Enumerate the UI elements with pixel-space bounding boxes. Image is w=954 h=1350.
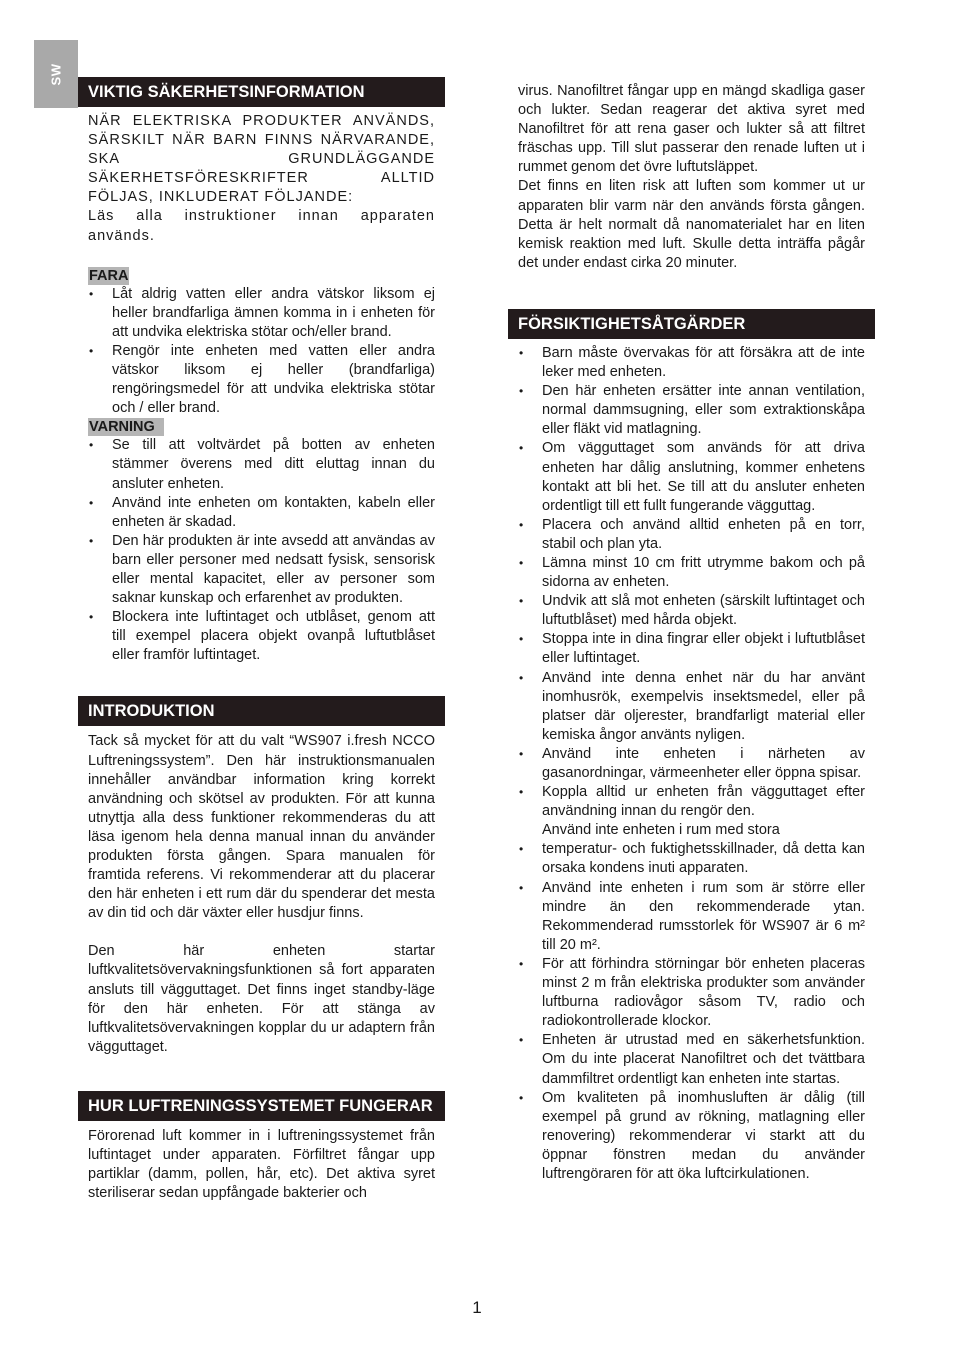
right-column [508,82,875,1184]
list-item: • Placera och använd alltid enheten på en torr, stabil och plan yta. [519,516,865,552]
bullet-icon: • [519,384,524,399]
bullet-icon: • [89,495,94,510]
bullet-icon: • [519,842,524,857]
bullet-icon: • [519,1033,524,1048]
bullet-icon: • [519,517,524,532]
bullet-icon: • [519,670,524,685]
bullet-icon: • [519,956,524,971]
how-it-works-heading: HUR LUFTRENINGSSYSTEMET FUNGERAR [78,1091,445,1121]
bullet-icon: • [89,610,94,625]
list-item: • För att förhindra störningar bör enheten placeras minst 2 m från elektriska produkter som använder luftburna radiovågor såsom TV, radio och radiokontrollerade klockor. [519,955,865,1030]
bullet-icon: • [519,1090,524,1105]
intro-heading: INTRODUKTION [78,696,445,726]
how-it-works-continued: virus. Nanofiltret fångar upp en mängd skadliga gaser och lukter. Sedan reagerar det aktiva syret med Nanofiltret för att rena gaser och lukter så att filtret fräschas upp. Till slut passerar den renade luften ut i rummet genom det övre luftutsläppet. [518,83,865,176]
how-it-works-note: Det finns en liten risk att luften som kommer ut ur apparaten blir varm när den används första gången. Detta är helt normalt då nanomaterialet har en liten kemisk reaktion med luft. Skulle detta inträffa pågår det under endast cirka 20 minuter. [518,178,865,271]
list-item-continuation: Använd inte enheten i rum med stora [542,822,780,839]
intro-paragraph-2: Den här enheten startar luftkvalitetsövervakningsfunktionen så fort apparaten ansluts till vägguttaget. Det finns inget standby-läge för den här enheten. För att stänga av luftkvalitetsövervakningen kopplar du ur adaptern från vägguttaget. [88,943,435,1055]
list-item: • Koppla alltid ur enheten från vägguttaget efter användning innan du rengör den. [519,784,865,820]
list-item: • Om vägguttaget som används för att driva enheten har dålig anslutning, kommer enhetens kontakt att bli het. Se till att du ansluter enheten ordentligt till ett fullt fungerande vägguttag. [519,440,865,514]
bullet-icon: • [519,441,524,456]
bullet-icon: • [519,785,524,800]
list-item: • Enheten är utrustad med en säkerhetsfunktion. Om du inte placerat Nanofiltret och det tvättbara dammfiltret ordentligt kan enheten inte startas. [519,1032,865,1087]
list-item: • temperatur- och fuktighetsskillnader, då detta kan orsaka kondens inuti apparaten. [519,841,865,877]
bullet-icon: • [519,594,524,609]
bullet-icon: • [89,343,94,358]
list-item: • Lämna minst 10 cm fritt utrymme bakom och på sidorna av enheten. [519,554,865,591]
warning-label: VARNING [88,418,164,436]
bullet-icon: • [89,438,94,453]
intro-paragraph-1: Tack så mycket för att du valt “WS907 i.fresh NCCO Luftreningssystem”. Den här instruktionsmanualen innehåller användbar information kring korrekt användning och skötsel av produkten. För att kunna utnyttja alla dess funktioner rekommenderas du att läsa igenom hela denna manual innan du använder produkten första gången. Spara manualen för framtida referens. Vi rekommenderar att du placerar den här enheten i ett rum där du spenderar det mesta av din tid och där växter eller husdjur finns. [88,733,435,922]
danger-list [78,285,445,419]
list-item: • Barn måste övervakas för att försäkra att de inte leker med enheten. [519,344,865,381]
language-tab [34,40,78,108]
left-column [78,77,445,1203]
danger-label: FARA [89,267,129,284]
list-item: • Se till att voltvärdet på botten av enheten stämmer överens med ditt eluttag innan du ansluter enheten. [89,437,435,492]
safety-heading: VIKTIG SÄKERHETSINFORMATION [78,77,445,107]
precautions-heading: FÖRSIKTIGHETSÅTGÄRDER [508,309,875,339]
list-item: • Den här enheten ersätter inte annan ventilation, normal dammsugning, eller som extraktionskåpa eller fläkt vid matlagning. [519,383,865,438]
list-item: • Blockera inte luftintaget och utblåset, genom att till exempel placera objekt ovanpå luftutblåset eller framför luftintaget. [89,609,435,664]
list-item: • Om kvaliteten på inomhusluften är dålig (till exempel på grund av rökning, matlagning eller renovering) rekommenderar vi starkt att du öppnar fönstren medan du använder luftrengöraren för att öka luftcirkulationen. [519,1089,865,1182]
page-number: 1 [472,1298,482,1317]
safety-intro-read: Läs alla instruktioner innan apparaten används. [88,208,435,244]
list-item: • Stoppa inte in dina fingrar eller objekt i luftutblåset eller luftintaget. [519,631,865,667]
list-item: • Låt aldrig vatten eller andra vätskor liksom ej heller brandfarliga ämnen komma in i enheten för att undvika elektriska stötar och/eller brand. [89,285,435,340]
precautions-list [508,344,875,1184]
bullet-icon: • [519,555,524,570]
safety-intro-caps: NÄR ELEKTRISKA PRODUKTER ANVÄNDS, SÄRSKILT NÄR BARN FINNS NÄRVARANDE, SKA GRUNDLÄGGANDE SÄKERHETSFÖRESKRIFTER ALLTID FÖLJAS, INKLUDERAT FÖLJANDE: [88,113,435,206]
list-item: • Använd inte enheten i rum som är större eller mindre än den rekommenderade ytan. Rekommenderad rumsstorlek för WS907 är 6 m² till 20 m². [519,879,865,953]
bullet-icon: • [89,533,94,548]
list-item: • Använd inte enheten om kontakten, kabeln eller enheten är skadad. [89,494,435,530]
bullet-icon: • [519,345,524,360]
list-item: • Undvik att slå mot enheten (särskilt luftintaget och luftutblåset) med hårda objekt. [519,593,865,629]
bullet-icon: • [519,746,524,761]
list-item: • Den här produkten är inte avsedd att användas av barn eller personer med nedsatt fysisk, sensorisk eller mental kapacitet, eller av personer som saknar kunskap och erfarenhet av produkten. [89,532,435,607]
bullet-icon: • [519,880,524,895]
how-it-works-paragraph: Förorenad luft kommer in i luftreningssystemet från luftintaget under apparaten. Förfiltret fångar upp partiklar (damm, pollen, hår, etc). Det aktiva syret steriliserar sedan uppfångade bakterier och [88,1127,435,1202]
bullet-icon: • [519,632,524,647]
warning-list [78,436,445,665]
list-item: • Använd inte denna enhet när du har använt inomhusrök, exempelvis insektsmedel, eller på platser där oljerester, brandfarligt material eller kemiska ångor använts nyligen. [519,669,865,743]
list-item: • Använd inte enheten i närheten av gasanordningar, värmeenheter eller öppna spisar. [519,745,865,781]
language-code: SW [48,63,64,85]
list-item: • Rengör inte enheten med vatten eller andra vätskor liksom ej heller (brandfarliga) rengöringsmedel för att undvika elektriska stötar och / eller brand. [89,342,435,417]
bullet-icon: • [89,286,94,301]
